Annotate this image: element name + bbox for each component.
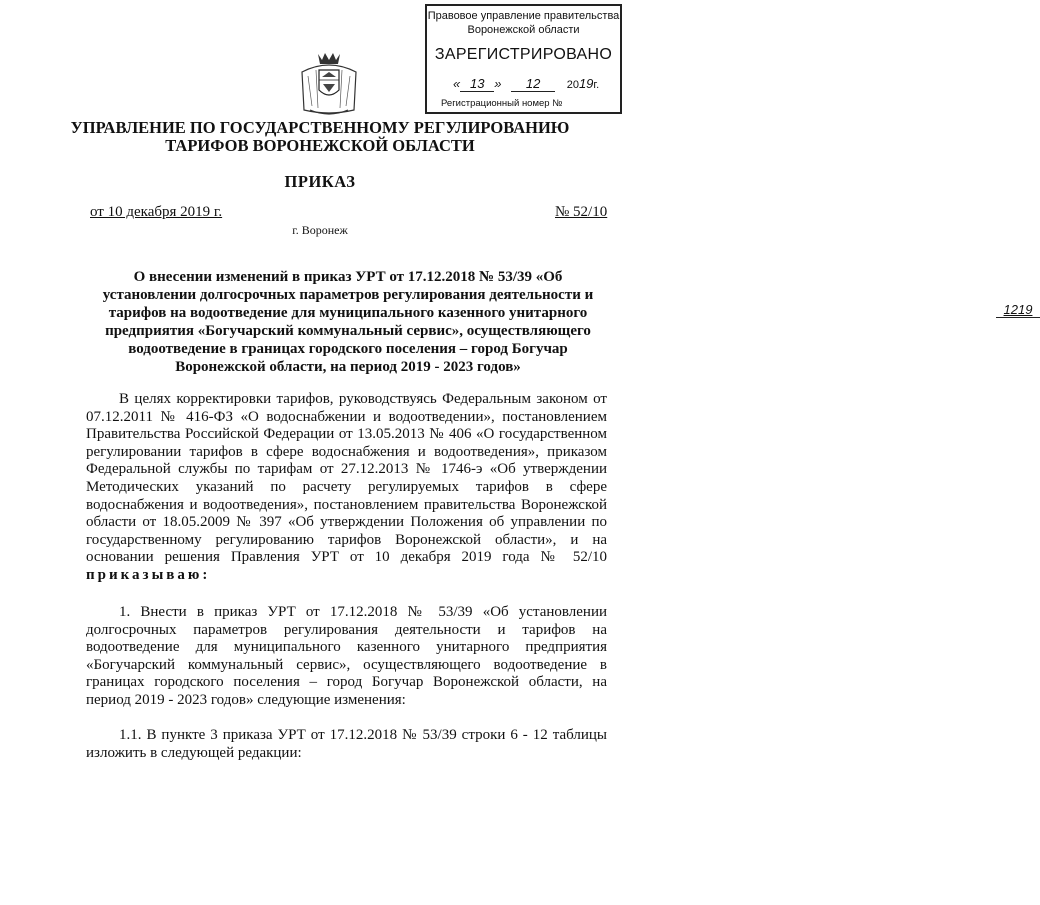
stamp-year-suffix: 19 — [578, 76, 594, 91]
stamp-month: 12 — [511, 76, 555, 92]
coat-of-arms-icon — [298, 50, 360, 116]
document-subject: О внесении изменений в приказ УРТ от 17.12.2018 № 53/39 «Об установлении долгосрочных параметров регулирования деятельности и тарифов на водоотведение для муниципального казенного унитарного предприятия «Богучарский коммунальный сервис», осуществляющего водоотведение в границах городского поселения – город Богучар Воронежской области, на период 2019 - 2023 годов» — [102, 269, 594, 375]
document-city: г. Воронеж — [292, 223, 348, 237]
stamp-year-end: г. — [593, 79, 600, 91]
stamp-reg-number: 1219 — [996, 302, 1040, 318]
clause-1-1-paragraph: 1.1. В пункте 3 приказа УРТ от 17.12.2018 № 53/39 строки 6 - 12 таблицы изложить в следующей редакции: — [86, 727, 607, 761]
stamp-date: « 13 » 12 2019г. — [453, 76, 600, 91]
preamble-text: В целях корректировки тарифов, руководствуясь Федеральным законом от 07.12.2011 № 416-ФЗ «О водоснабжении и водоотведении», постановлением Правительства Российской Федерации от 13.05.2013 № 406 «О государственном регулировании тарифов в сфере водоснабжения и водоотведения», приказом Федеральной службы по тарифам от 27.12.2013 № 1746-э «Об утверждении Методических указаний по расчету регулируемых тарифов в сфере водоснабжения и водоотведения», постановлением правительства Воронежской области от 18.05.2009 № 397 «Об утверждении Положения об управлении по государственному регулированию тарифов Воронежской области», и на основании решения Правления УРТ от 10 декабря 2019 года № 52/10 — [86, 391, 607, 566]
document-date: от 10 декабря 2019 г. — [90, 204, 223, 220]
document-type: ПРИКАЗ — [284, 172, 356, 191]
order-word: приказываю: — [86, 566, 211, 583]
stamp-year-prefix: 20 — [566, 79, 579, 91]
document-number: № 52/10 — [555, 204, 608, 220]
stamp-reg-label: Регистрационный номер № — [441, 98, 563, 109]
clause-1-paragraph: 1. Внести в приказ УРТ от 17.12.2018 № 53/39 «Об установлении долгосрочных параметров регулирования деятельности и тарифов на водоотведение для муниципального казенного унитарного предприятия «Богучарский коммунальный сервис», осуществляющего водоотведение в границах городского поселения – город Богучар Воронежской области, на период 2019 - 2023 годов» следующие изменения: — [86, 604, 607, 708]
authority-name-line1: УПРАВЛЕНИЕ ПО ГОСУДАРСТВЕННОМУ РЕГУЛИРОВАНИЮ — [70, 118, 570, 137]
stamp-title: ЗАРЕГИСТРИРОВАНО — [434, 46, 613, 63]
authority-name-line2: ТАРИФОВ ВОРОНЕЖСКОЙ ОБЛАСТИ — [165, 136, 475, 155]
preamble-paragraph — [86, 391, 607, 585]
stamp-authority-line1: Правовое управление правительства — [427, 10, 620, 22]
stamp-authority-line2: Воронежской области — [467, 24, 580, 36]
stamp-day: 13 — [460, 76, 494, 92]
